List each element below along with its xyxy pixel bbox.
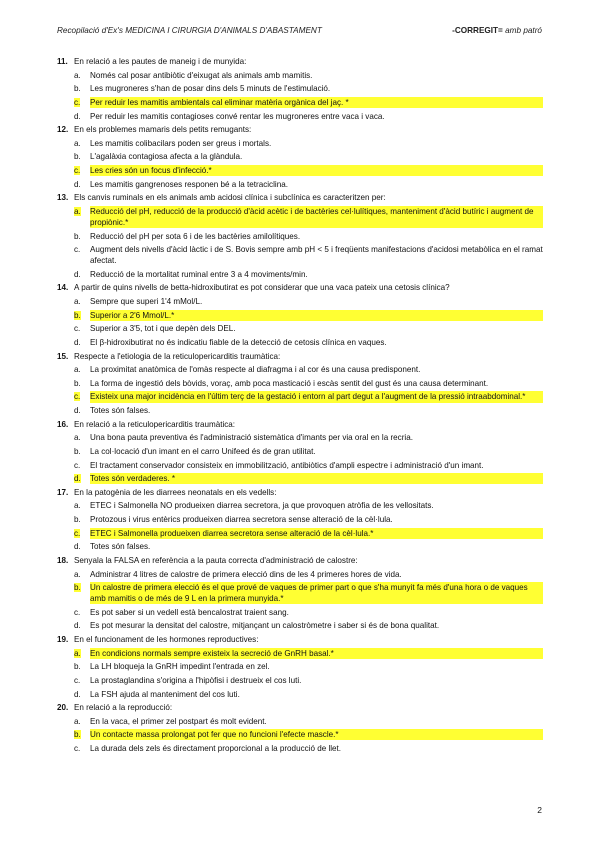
question-text: En el funcionament de les hormones reproductives: — [74, 635, 259, 645]
option-text: La FSH ajuda al manteniment del cos luti. — [90, 689, 240, 699]
option-letter-text: a. — [74, 716, 81, 726]
option-text: Un contacte massa prolongat pot fer que no funcioni l'efecte mascle.* — [90, 729, 543, 740]
question-text: Senyala la FALSA en referència a la pauta correcta d'administració de calostre: — [74, 555, 358, 565]
option-text: Les mugroneres s'han de posar dins dels 5 minuts de l'estimulació. — [90, 84, 331, 94]
option-letter — [74, 323, 90, 334]
option-letter — [74, 473, 90, 484]
option-letter-text: d. — [74, 269, 81, 279]
option-text: El β-hidroxibutirat no és indicatiu fiable de la detecció de cetosis clínica en vaques. — [90, 337, 387, 347]
option-letter — [74, 364, 90, 375]
option — [74, 500, 543, 511]
question-text: En la patogènia de les diarrees neonatals en els vedells: — [74, 487, 277, 497]
option-letter-text: a. — [74, 365, 81, 375]
option — [74, 364, 543, 375]
option — [74, 607, 543, 618]
option-text: ETEC i Salmonella NO produeixen diarrea secretora, ja que provoquen atròfia de les vellositats. — [90, 501, 434, 511]
question-number: 18. — [57, 555, 69, 565]
option-letter — [74, 405, 90, 416]
option-letter — [74, 70, 90, 81]
question-text: Els canvis ruminals en els animals amb acidosi clínica i subclínica es caracteritzen per: — [74, 193, 386, 203]
option-text: La forma de ingestió dels bòvids, voraç, amb poca masticació i escàs sentit del gust és una causa determinant. — [90, 378, 489, 388]
option — [74, 70, 543, 81]
option-text: La prostaglandina s'origina a l'hipòfisi i destrueix el cos luti. — [90, 675, 302, 685]
option-text: En la vaca, el primer zel postpart és molt evident. — [90, 716, 267, 726]
option-correct — [74, 473, 543, 484]
option-letter — [74, 111, 90, 122]
option-letter-text: c. — [74, 460, 81, 470]
question — [57, 192, 543, 280]
option-text: Superior a 3'5, tot i que depèn dels DEL. — [90, 324, 236, 334]
option-letter — [74, 432, 90, 443]
option-text: Totes són falses. — [90, 406, 151, 416]
question-number: 17. — [57, 487, 69, 497]
option-letter-text: a. — [74, 297, 81, 307]
option-letter — [74, 500, 90, 511]
question-stem — [57, 282, 543, 293]
option — [74, 460, 543, 471]
option-letter-text: a. — [74, 501, 81, 511]
page-header — [57, 26, 542, 40]
option-text: Una bona pauta preventiva és l'administració sistemàtica d'imants per via oral en la recria. — [90, 433, 413, 443]
option-letter-text: c. — [74, 744, 81, 754]
question-number: 11. — [57, 57, 68, 66]
option-text: Les mamitis colibacilars poden ser greus i mortals. — [90, 138, 272, 148]
option-text: Totes són falses. — [90, 542, 151, 552]
option — [74, 151, 543, 162]
option-text: L'agalàxia contagiosa afecta a la glàndula. — [90, 152, 243, 162]
option-letter — [74, 528, 90, 539]
option-letter-text: b. — [74, 583, 81, 593]
option-letter-text: a. — [74, 70, 81, 80]
option-letter-text: b. — [74, 662, 81, 672]
option-correct — [74, 729, 543, 740]
option-letter-text: c. — [74, 97, 81, 107]
question-text: En relació a la reproducció: — [74, 703, 173, 713]
option-text: Totes són verdaderes. * — [90, 473, 543, 484]
question-number: 20. — [57, 703, 69, 713]
option-letter — [74, 244, 90, 266]
option — [74, 661, 543, 672]
question-stem — [57, 124, 543, 135]
option-text: La durada dels zels és directament proporcional a la producció de llet. — [90, 744, 342, 754]
option-text: Les cries són un focus d'infecció.* — [90, 165, 543, 176]
option-letter — [74, 231, 90, 242]
question-text: A partir de quins nivells de betta-hidroxibutirat es pot considerar que una vaca pateix una cetosis clínica? — [74, 283, 450, 293]
option-correct — [74, 165, 543, 176]
option — [74, 111, 543, 122]
option-letter-text: d. — [74, 542, 81, 552]
header-key — [452, 26, 542, 35]
option-letter-text: b. — [74, 231, 81, 241]
question-text: En els problemes mamaris dels petits remugants: — [74, 125, 252, 135]
option-text: Es pot saber si un vedell està bencalostrat traient sang. — [90, 607, 289, 617]
option — [74, 620, 543, 631]
option-text: Es pot mesurar la densitat del calostre, mitjançant un calostròmetre i saber si és de bona qualitat. — [90, 621, 440, 631]
option-correct — [74, 310, 543, 321]
question-number: 13. — [57, 193, 69, 203]
question-text: En relació a les pautes de maneig i de munyida: — [74, 57, 247, 66]
question — [57, 351, 543, 417]
question-stem — [57, 419, 543, 430]
option-letter — [74, 97, 90, 108]
option-letter-text: c. — [74, 166, 81, 176]
option — [74, 179, 543, 190]
option-letter — [74, 620, 90, 631]
option-letter — [74, 391, 90, 402]
option-letter-text: d. — [74, 474, 81, 484]
option — [74, 675, 543, 686]
option-letter-text: c. — [74, 528, 81, 538]
option-letter — [74, 729, 90, 740]
option-letter — [74, 206, 90, 228]
option-letter-text: d. — [74, 406, 81, 416]
question-number: 16. — [57, 419, 69, 429]
option-letter — [74, 378, 90, 389]
question-stem — [57, 555, 543, 566]
question — [57, 282, 543, 348]
option-correct — [74, 206, 543, 228]
option — [74, 269, 543, 280]
option-letter — [74, 661, 90, 672]
option-text: Només cal posar antibiòtic d'eixugat als animals amb mamitis. — [90, 70, 313, 80]
question — [57, 634, 543, 700]
option-correct — [74, 582, 543, 604]
question-stem — [57, 351, 543, 362]
option-letter-text: b. — [74, 730, 81, 740]
question-text: Respecte a l'etiologia de la reticulopericarditis traumàtica: — [74, 351, 281, 361]
option-letter-text: d. — [74, 337, 81, 347]
option-letter-text: c. — [74, 675, 81, 685]
option-letter — [74, 648, 90, 659]
option — [74, 83, 543, 94]
option-text: Superior a 2'6 Mmol/L.* — [90, 310, 543, 321]
option-text: Augment dels nivells d'àcid làctic i de S. Bovis sempre amb pH < 5 i freqüents manifestacions d'acidosi metabòlica en el ramat afectat. — [90, 245, 543, 266]
option-letter-text: d. — [74, 689, 81, 699]
option — [74, 514, 543, 525]
option — [74, 541, 543, 552]
option-letter-text: b. — [74, 310, 81, 320]
option-letter-text: b. — [74, 84, 81, 94]
option — [74, 138, 543, 149]
option-text: Existeix una major incidència en l'últim terç de la gestació i entorn al part degut a l'augment de la pressió intraabdominal.* — [90, 391, 543, 402]
option-letter — [74, 165, 90, 176]
question-stem — [57, 192, 543, 203]
option-text: Reducció del pH per sota 6 i de les bactèries amilolítiques. — [90, 231, 301, 241]
option-letter-text: b. — [74, 446, 81, 456]
header-key-value: amb patró — [505, 26, 542, 35]
option-letter-text: b. — [74, 515, 81, 525]
option-letter — [74, 138, 90, 149]
option-text: Reducció del pH, reducció de la producció d'àcid acètic i de bactèries cel·lulítiques, manteniment d'àcid butíric i augment de propiònic.* — [90, 206, 543, 228]
option-letter — [74, 716, 90, 727]
option-letter-text: c. — [74, 324, 81, 334]
option-letter-text: c. — [74, 245, 81, 255]
option-correct — [74, 97, 543, 108]
option-letter — [74, 541, 90, 552]
option-correct — [74, 528, 543, 539]
question-number: 19. — [57, 635, 69, 645]
option-letter-text: d. — [74, 111, 81, 121]
option-letter — [74, 310, 90, 321]
option-text: Les mamitis gangrenoses responen bé a la tetraciclina. — [90, 179, 288, 189]
option-letter-text: a. — [74, 648, 81, 658]
option-correct — [74, 391, 543, 402]
option-letter — [74, 83, 90, 94]
option-letter-text: d. — [74, 179, 81, 189]
option-letter — [74, 514, 90, 525]
header-title: Recopilació d'Ex's MEDICINA I CIRURGIA D'ANIMALS D'ABASTAMENT — [57, 26, 322, 35]
option-text: La LH bloqueja la GnRH impedint l'entrada en zel. — [90, 662, 270, 672]
option-letter — [74, 179, 90, 190]
option-text: Sempre que superi 1'4 mMol/L. — [90, 297, 203, 307]
option-text: Per reduir les mamitis ambientals cal eliminar matèria orgànica del jaç. * — [90, 97, 543, 108]
option-letter-text: a. — [74, 433, 81, 443]
option-text: Per reduir les mamitis contagioses convé rentar les mugroneres entre vaca i vaca. — [90, 111, 385, 121]
option-text: Administrar 4 litres de calostre de primera elecció dins de les 4 primeres hores de vida. — [90, 569, 402, 579]
option-letter — [74, 446, 90, 457]
option-text: Reducció de la mortalitat ruminal entre 3 a 4 moviments/min. — [90, 269, 308, 279]
option-letter-text: d. — [74, 621, 81, 631]
question-list — [57, 56, 543, 754]
option-letter-text: c. — [74, 392, 81, 402]
option-text: En condicions normals sempre existeix la secreció de GnRH basal.* — [90, 648, 543, 659]
option-letter — [74, 743, 90, 754]
option-letter-text: b. — [74, 378, 81, 388]
option-letter — [74, 569, 90, 580]
option — [74, 432, 543, 443]
option-letter — [74, 689, 90, 700]
option-letter — [74, 151, 90, 162]
option-letter-text: a. — [74, 206, 81, 216]
question-stem — [57, 487, 543, 498]
option-letter — [74, 607, 90, 618]
option-text: Protozous i virus entèrics produeixen diarrea secretora sense alteració de la cèl·lula. — [90, 515, 393, 525]
option-letter — [74, 269, 90, 280]
question-stem — [57, 56, 543, 67]
question — [57, 56, 543, 122]
option-letter-text: a. — [74, 138, 81, 148]
option — [74, 569, 543, 580]
question-number: 12. — [57, 125, 69, 135]
page-number: 2 — [537, 805, 542, 815]
option-text: El tractament conservador consisteix en immobilització, antibiòtics d'ampli espectre i administració d'un imant. — [90, 460, 484, 470]
question-stem — [57, 702, 543, 713]
option — [74, 405, 543, 416]
question — [57, 555, 543, 632]
option-letter-text: c. — [74, 607, 81, 617]
option — [74, 716, 543, 727]
option — [74, 323, 543, 334]
option-text: Un calostre de primera elecció és el que prové de vaques de primer part o que s'ha munyit fa més d'una hora o de vaques amb mamitis o de més de 9 L en la primera munyida.* — [90, 582, 543, 604]
question — [57, 702, 543, 754]
question — [57, 487, 543, 553]
option-letter-text: a. — [74, 569, 81, 579]
question — [57, 419, 543, 485]
question — [57, 124, 543, 190]
option-letter — [74, 582, 90, 604]
option-letter — [74, 675, 90, 686]
option-correct — [74, 648, 543, 659]
option — [74, 378, 543, 389]
option — [74, 244, 543, 266]
option — [74, 337, 543, 348]
option-letter-text: b. — [74, 152, 81, 162]
question-number: 15. — [57, 351, 69, 361]
option — [74, 743, 543, 754]
option — [74, 689, 543, 700]
option-text: ETEC i Salmonella produeixen diarrea secretora sense alteració de la cèl·lula.* — [90, 528, 543, 539]
option — [74, 231, 543, 242]
question-number: 14. — [57, 283, 69, 293]
option-text: La proximitat anatòmica de l'omàs respecte al diafragma i al cor és una causa predisponent. — [90, 365, 421, 375]
header-key-label: -CORREGIT= — [452, 26, 503, 35]
option-letter — [74, 337, 90, 348]
option-letter — [74, 460, 90, 471]
option-letter — [74, 296, 90, 307]
option-text: La col·locació d'un imant en el carro Unifeed és de gran utilitat. — [90, 446, 316, 456]
question-text: En relació a la reticulopericarditis traumàtica: — [74, 419, 236, 429]
option — [74, 446, 543, 457]
question-stem — [57, 634, 543, 645]
option — [74, 296, 543, 307]
